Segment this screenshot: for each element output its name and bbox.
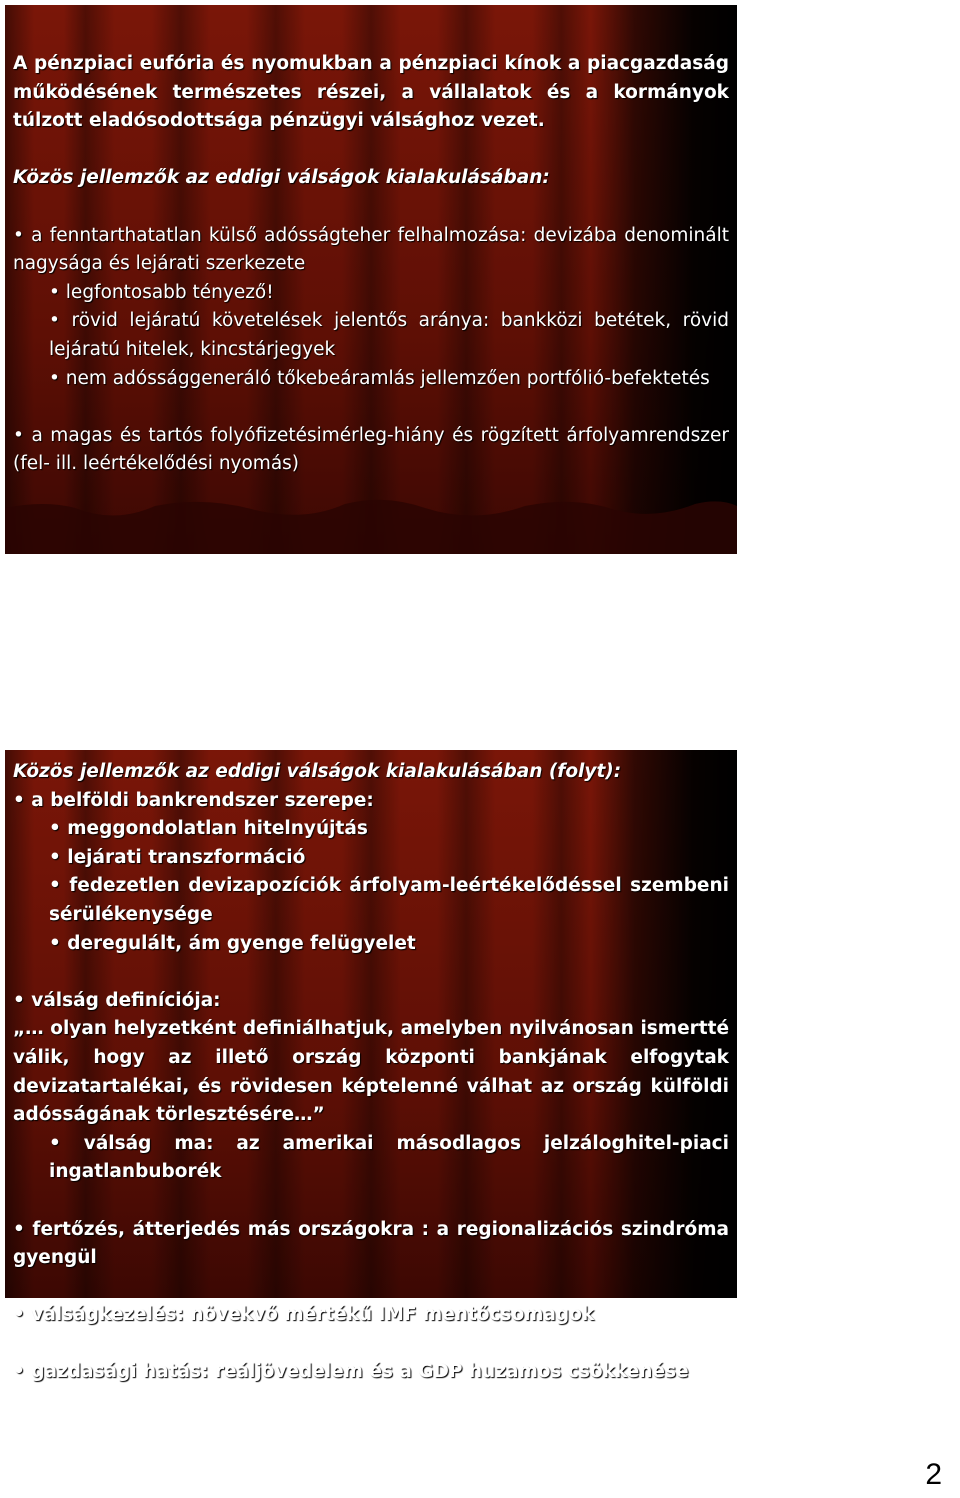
sub-bullet-short-term-claims: • rövid lejáratú követelések jelentős aránya: bankközi betétek, rövid lejáratú hitelek, kincstárjegyek — [13, 307, 729, 364]
definition-quote: „… olyan helyzetként definiálhatjuk, amelyben nyilvánosan ismertté válik, hogy az illető ország központi bankjának elfogytak devizatartalékai, és rövidesen képtelenné válhat az ország külföldi adósságának törlesztésére…” — [13, 1018, 729, 1126]
sub-bullet-fx-positions: • fedezetlen devizapozíciók árfolyam-leértékelődéssel szembeni sérülékenysége — [13, 872, 729, 929]
bullet-crisis-management: • válságkezelés: növekvő mértékű IMF mentőcsomagok — [13, 1301, 729, 1330]
bullet-contagion: • fertőzés, átterjedés más országokra : a regionalizációs szindróma gyengül — [13, 1216, 729, 1273]
sub-bullet-capital-inflow: • nem adóssággeneráló tőkebeáramlás jellemzően portfólió-befektetés — [13, 365, 729, 394]
bullet-current-account-deficit: • a magas és tartós folyófizetésimérleg-hiány és rögzített árfolyamrendszer (fel- ill. leértékelődési nyomás) — [13, 422, 729, 479]
intro-paragraph: A pénzpiaci eufória és nyomukban a pénzpiaci kínok a piacgazdaság működésének természetes részei, a vállalatok és a kormányok túlzott eladósodottsága pénzügyi válsághoz vezet. — [13, 53, 729, 132]
slide-2-heading: Közös jellemzők az eddigi válságok kialakulásában (folyt): — [13, 761, 622, 782]
sub-bullet-reckless-lending: • meggondolatlan hitelnyújtás — [13, 815, 729, 844]
sub-bullet-most-important: • legfontosabb tényező! — [13, 279, 729, 308]
bullet-crisis-definition: • válság definíciója: — [13, 987, 729, 1016]
page-number: 2 — [925, 1458, 942, 1491]
sub-bullet-maturity-transformation: • lejárati transzformáció — [13, 844, 729, 873]
sub-bullet-crisis-today: • válság ma: az amerikai másodlagos jelzáloghitel-piaci ingatlanbuborék — [13, 1130, 729, 1187]
slide-1-text — [13, 50, 729, 479]
curtain-fringe — [5, 494, 737, 554]
bullet-economic-impact: • gazdasági hatás: reáljövedelem és a GDP huzamos csökkenése — [13, 1358, 729, 1387]
slide-2-text — [13, 758, 729, 1387]
slide-1-heading: Közös jellemzők az eddigi válságok kialakulásában: — [13, 167, 550, 189]
slide-2 — [5, 750, 737, 1383]
slide-1 — [5, 5, 737, 554]
sub-bullet-deregulation: • deregulált, ám gyenge felügyelet — [13, 930, 729, 959]
bullet-banking-system: • a belföldi bankrendszer szerepe: — [13, 787, 729, 816]
bullet-debt-burden: • a fenntarthatatlan külső adósságteher felhalmozása: devizába denominált nagysága és lejárati szerkezete — [13, 222, 729, 279]
